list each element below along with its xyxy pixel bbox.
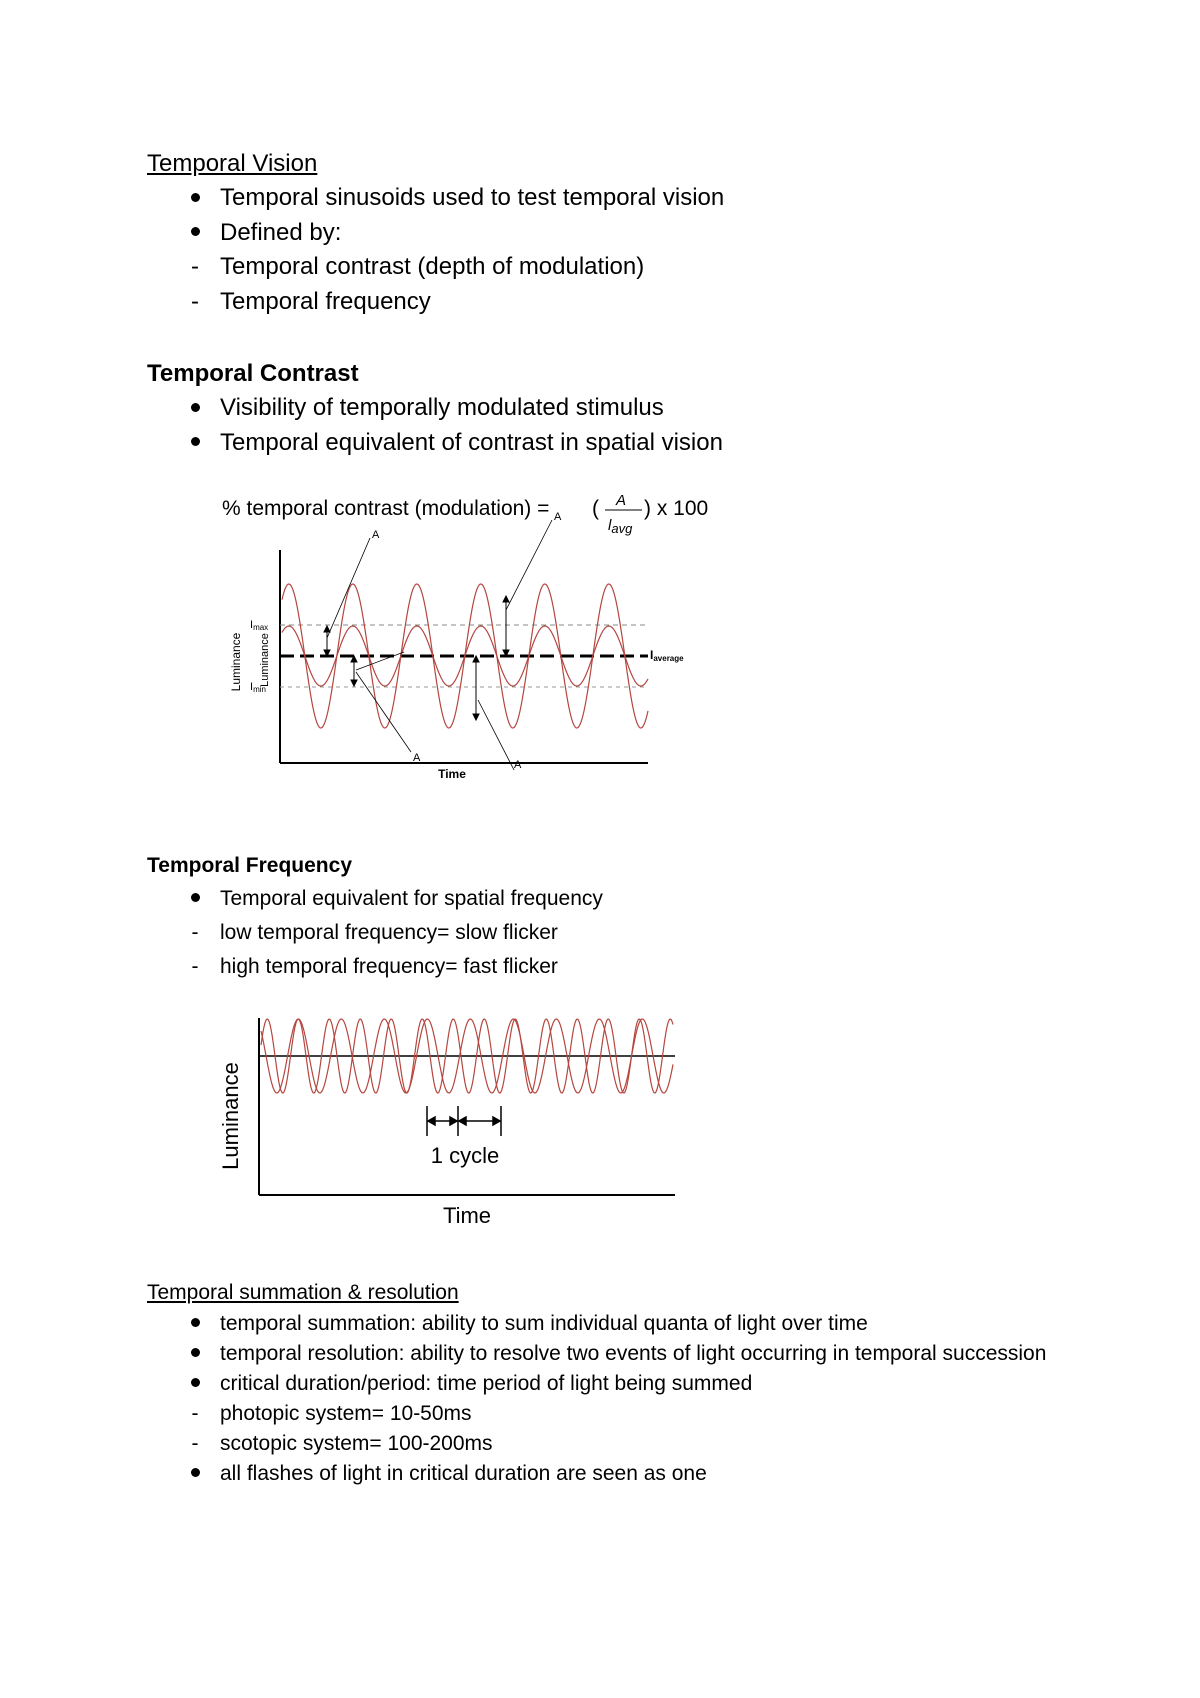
cycle-label: 1 cycle: [430, 1143, 500, 1168]
list-item-text: scotopic system= 100-200ms: [220, 1432, 493, 1455]
list-item: [147, 250, 724, 285]
list-item: [147, 426, 723, 461]
list-item-text: Temporal equivalent for spatial frequency: [220, 887, 603, 910]
formula-denominator: l: [608, 517, 612, 534]
dash-marker: -: [191, 287, 199, 315]
bullet-marker: [185, 882, 205, 916]
dash-marker: -: [191, 1402, 199, 1425]
y-axis-label: Luminance: [218, 1062, 243, 1170]
section-temporal-vision: [147, 147, 724, 319]
list-item-text: photopic system= 10-50ms: [220, 1402, 472, 1425]
dash-marker: -: [191, 955, 199, 978]
list-item: [147, 391, 723, 426]
list-item-text: high temporal frequency= fast flicker: [220, 955, 558, 978]
list-item: [147, 1369, 1080, 1399]
list-item-text: Temporal frequency: [220, 287, 431, 315]
list-item: [147, 1339, 1080, 1369]
bullet-list: [147, 391, 723, 460]
list-item: [147, 1459, 1080, 1489]
list-item-text: low temporal frequency= slow flicker: [220, 921, 558, 944]
section-temporal-frequency: [147, 850, 603, 984]
x-axis-label: Time: [442, 1203, 492, 1228]
dash-marker: -: [191, 921, 199, 944]
y-axis-label-inner: Luminance: [259, 633, 271, 687]
low-contrast-wave: [282, 626, 648, 686]
section-temporal-summation: [147, 1277, 1080, 1489]
list-item-text: Visibility of temporally modulated stimulus: [220, 394, 664, 421]
list-item: [147, 950, 603, 984]
formula-numerator: A: [616, 492, 627, 509]
section-temporal-contrast: [147, 357, 723, 460]
formula-open: (: [592, 497, 599, 520]
bullet-marker: [185, 426, 205, 461]
dash-marker: -: [191, 1432, 199, 1455]
y-axis-label-outer: Luminance: [229, 632, 243, 692]
bullet-marker: [185, 1369, 205, 1399]
list-item-text: Temporal contrast (depth of modulation): [220, 253, 645, 280]
cycle-marker: [427, 1106, 501, 1136]
list-item-text: Defined by:: [220, 218, 342, 246]
list-item: [147, 285, 724, 320]
amplitude-label: A: [514, 759, 522, 771]
dash-marker: -: [191, 253, 199, 280]
bullet-list: [147, 181, 724, 319]
amplitude-label: A: [554, 511, 562, 523]
temporal-contrast-figure: [200, 480, 720, 780]
imin-label: Imin: [250, 681, 266, 694]
amplitude-leaders: [327, 520, 552, 770]
bullet-marker: [185, 391, 205, 426]
list-item: [147, 216, 724, 251]
list-item-text: Temporal equivalent of contrast in spatial vision: [220, 428, 723, 456]
bullet-marker: [185, 181, 205, 216]
list-item: [147, 916, 603, 950]
list-item-text: critical duration/period: time period of light being summed: [220, 1372, 753, 1395]
list-item: [147, 882, 603, 916]
list-item: [147, 1399, 1080, 1429]
bullet-list: [147, 1309, 1080, 1489]
section-title: Temporal summation & resolution: [147, 1281, 459, 1304]
temporal-frequency-figure: [215, 1010, 685, 1235]
amplitude-arrows: [324, 596, 509, 720]
imax-label: Imax: [250, 619, 269, 632]
svg-text:lavg: [608, 517, 633, 536]
amplitude-label: A: [372, 529, 380, 541]
bullet-marker: [185, 1309, 205, 1339]
list-item-text: temporal resolution: ability to resolve two events of light occurring in temporal succession: [220, 1342, 1047, 1365]
bullet-marker: [185, 1459, 205, 1489]
iavg-label: Iaverage: [650, 648, 684, 663]
formula-left: % temporal contrast (modulation) =: [222, 497, 550, 520]
list-item: [147, 1429, 1080, 1459]
list-item: [147, 181, 724, 216]
formula-denominator-sub: avg: [611, 521, 633, 536]
list-item-text: all flashes of light in critical duration are seen as one: [220, 1462, 707, 1485]
formula-right: ) x 100: [644, 497, 709, 520]
bullet-marker: [185, 216, 205, 251]
x-axis-label: Time: [438, 767, 466, 780]
section-title: Temporal Contrast: [147, 360, 359, 387]
amplitude-label: A: [413, 752, 421, 764]
list-item: [147, 1309, 1080, 1339]
list-item-text: temporal summation: ability to sum individual quanta of light over time: [220, 1312, 868, 1335]
section-title: Temporal Vision: [147, 150, 318, 177]
bullet-list: [147, 882, 603, 984]
bullet-marker: [185, 1339, 205, 1369]
list-item-text: Temporal sinusoids used to test temporal vision: [220, 184, 725, 211]
section-title: Temporal Frequency: [147, 854, 352, 877]
